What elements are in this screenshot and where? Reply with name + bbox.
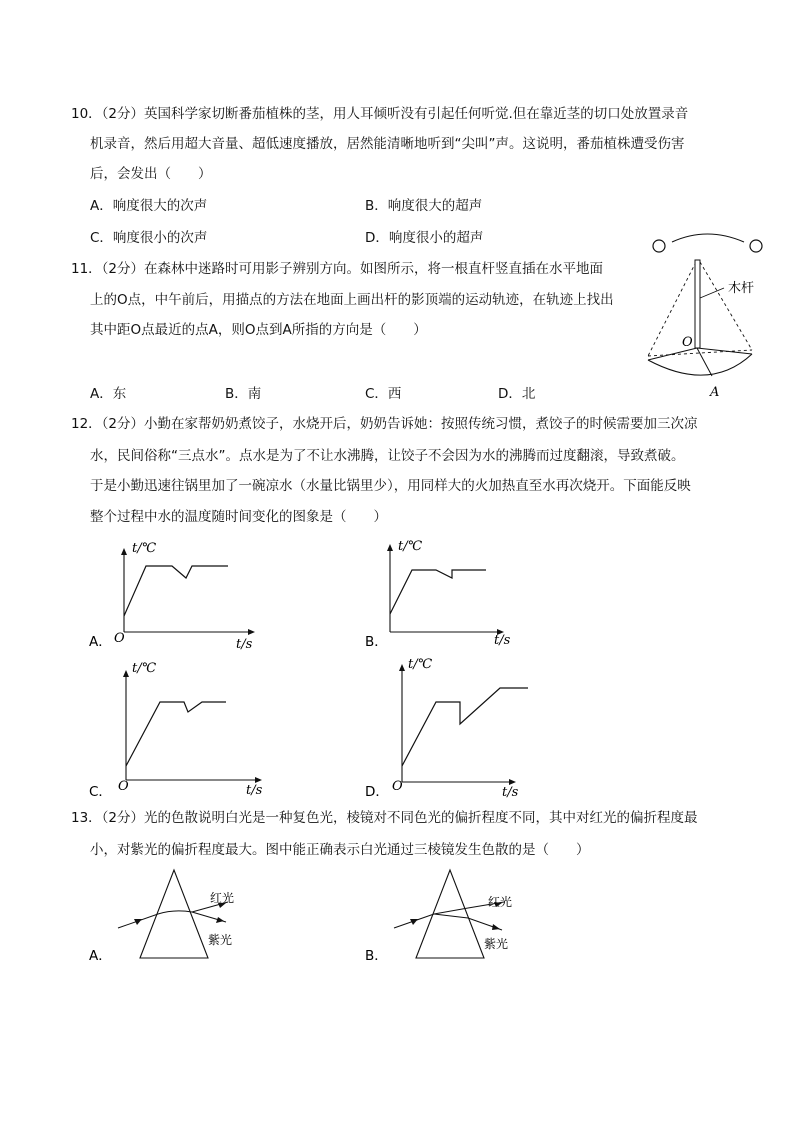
graph-b[interactable]	[362, 534, 542, 654]
graph-a[interactable]	[86, 536, 266, 654]
q13-line-2: 小，对紫光的偏折程度最大。图中能正确表示白光通过三棱镜发生色散的是（ ）	[90, 842, 590, 858]
graph-c-x-label: t/s	[246, 783, 263, 798]
point-a-label: A	[710, 385, 720, 400]
shadow-to-right	[697, 348, 752, 354]
shadow-tip-trajectory	[648, 354, 752, 375]
graph-c-curve	[126, 702, 226, 766]
prism-figure-a[interactable]	[86, 866, 286, 966]
graph-a-y-label: t/℃	[132, 541, 157, 556]
q12-line-2: 水，民间俗称“三点水”。点水是为了不让水沸腾，让饺子不会因为水的沸腾而过度翻滚，导致煮破。	[90, 448, 685, 464]
prism-a-violet-label: 紫光	[208, 933, 233, 947]
pole-label: 木杆	[728, 281, 755, 296]
graph-b-x-label: t/s	[494, 633, 511, 648]
graph-c-origin: O	[118, 779, 129, 794]
graph-a-option-label: A．	[89, 634, 112, 650]
prism-b-violet-label: 紫光	[484, 937, 509, 951]
sun-path-arc	[672, 234, 744, 242]
q10-option-c[interactable]: C．响度很小的次声	[90, 230, 208, 246]
q11-option-d[interactable]: D．北	[498, 386, 536, 402]
graph-b-option-label: B．	[365, 634, 388, 650]
graph-d-x-label: t/s	[502, 785, 519, 800]
q10-option-a[interactable]: A．响度很大的次声	[90, 198, 208, 214]
graph-c[interactable]	[86, 654, 276, 800]
prism-b-red-label: 红光	[488, 895, 513, 909]
q11-line-3: 其中距O点最近的点A，则O点到A所指的方向是（ ）	[90, 322, 427, 338]
sun-right-circle	[750, 240, 762, 252]
prism-figure-b[interactable]	[362, 866, 562, 966]
graph-d[interactable]	[362, 650, 542, 800]
q11-line-2: 上的O点，中午前后，用描点的方法在地面上画出杆的影顶端的运动轨迹，在轨迹上找出	[90, 292, 614, 308]
q10-line-3: 后，会发出（ ）	[90, 166, 212, 182]
shadow-trajectory-figure	[640, 228, 780, 400]
graph-d-option-label: D．	[365, 784, 389, 800]
q11-option-b[interactable]: B．南	[225, 386, 262, 402]
prism-b-option-label: B．	[365, 948, 388, 964]
graph-c-option-label: C．	[89, 784, 112, 800]
prism-a-inner-ray	[158, 911, 192, 914]
q10-line-1: 10．（2分）英国科学家切断番茄植株的茎，用人耳倾听没有引起任何听觉.但在靠近茎的切口处放置录音	[71, 106, 689, 122]
graph-a-curve	[124, 566, 228, 616]
sun-left-circle	[653, 240, 665, 252]
q10-line-2: 机录音，然后用超大音量、超低速度播放，居然能清晰地听到“尖叫”声。这说明，番茄植株遭受伤害	[90, 136, 685, 152]
pole-label-leader	[700, 288, 724, 298]
graph-a-y-arrow	[121, 548, 127, 555]
graph-a-x-label: t/s	[236, 637, 253, 652]
graph-a-origin: O	[114, 631, 125, 646]
graph-d-y-label: t/℃	[408, 657, 433, 672]
prism-a-violet-arrow	[216, 917, 224, 923]
graph-c-y-arrow	[123, 670, 129, 677]
graph-a-x-arrow	[248, 629, 255, 635]
q13-line-1: 13．（2分）光的色散说明白光是一种复色光，棱镜对不同色光的偏折程度不同，其中对红光的偏折程度最	[71, 810, 698, 826]
q12-line-3: 于是小勤迅速往锅里加了一碗凉水（水量比锅里少），用同样大的火加热直至水再次烧开。下面能反映	[90, 478, 691, 494]
prism-b-inner-ray-upper	[434, 908, 468, 914]
q11-option-a[interactable]: A．东	[90, 386, 127, 402]
cone-dashed-right	[700, 262, 755, 350]
graph-b-curve	[390, 570, 486, 614]
prism-b-inner-ray-lower	[434, 914, 468, 918]
graph-b-y-label: t/℃	[398, 539, 423, 554]
prism-b-triangle	[416, 870, 484, 958]
q12-line-4: 整个过程中水的温度随时间变化的图象是（ ）	[90, 509, 387, 525]
q10-option-d[interactable]: D．响度很小的超声	[365, 230, 484, 246]
prism-a-red-label: 红光	[210, 891, 235, 905]
prism-b-violet-arrow	[492, 924, 500, 930]
graph-d-y-arrow	[399, 664, 405, 671]
prism-a-option-label: A．	[89, 948, 112, 964]
graph-d-origin: O	[392, 779, 403, 794]
graph-c-y-label: t/℃	[132, 661, 157, 676]
pole	[695, 260, 700, 348]
graph-d-curve	[402, 688, 528, 766]
q11-line-1: 11．（2分）在森林中迷路时可用影子辨别方向。如图所示，将一根直杆竖直插在水平地面	[71, 261, 604, 277]
point-o-label: O	[682, 335, 693, 350]
q12-line-1: 12．（2分）小勤在家帮奶奶煮饺子，水烧开后，奶奶告诉她：按照传统习惯，煮饺子的时候需要加三次凉	[71, 416, 698, 432]
q11-option-c[interactable]: C．西	[365, 386, 402, 402]
q10-option-b[interactable]: B．响度很大的超声	[365, 198, 483, 214]
graph-b-y-arrow	[387, 544, 393, 551]
